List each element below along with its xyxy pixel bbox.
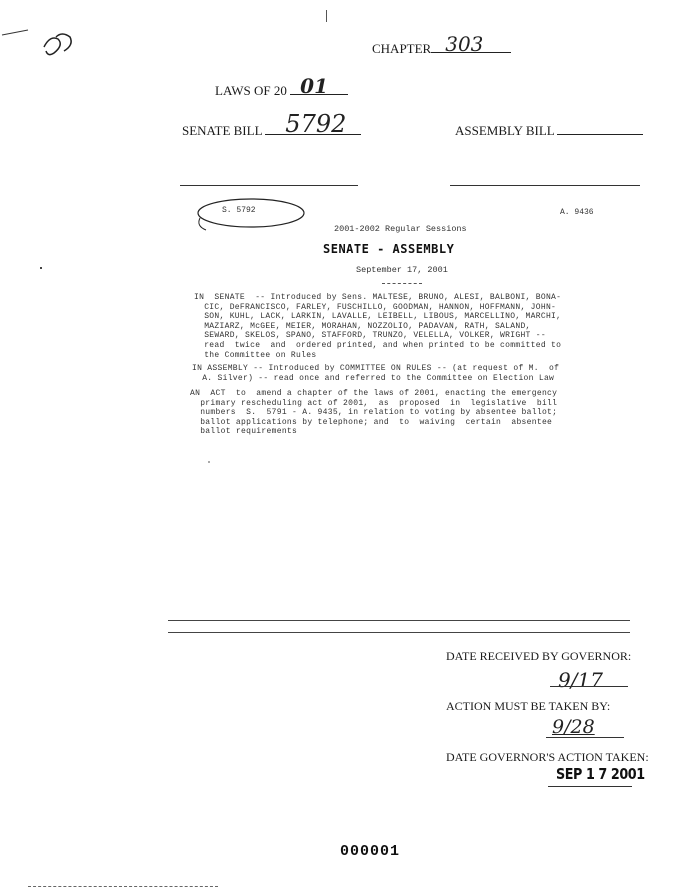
senate-intro-line: MAZIARZ, McGEE, MEIER, MORAHAN, NOZZOLIO, PADAVAN, RATH, SALAND, (194, 321, 531, 331)
senate-intro-line: SON, KUHL, LACK, LARKIN, LAVALLE, LEIBELL, LIBOUS, MARCELLINO, MARCHI, (194, 312, 562, 322)
bill-title: SENATE - ASSEMBLY (323, 242, 455, 256)
senate-intro-line: CIC, DeFRANCISCO, FARLEY, FUSCHILLO, GOODMAN, HANNON, HOFFMANN, JOHN- (194, 302, 557, 312)
senate-bill-label: SENATE BILL (182, 123, 263, 138)
senate-bill-ref: S. 5792 (222, 206, 256, 215)
handwritten-initials (0, 25, 80, 65)
chapter-line (372, 32, 511, 57)
action-taken-underline (548, 786, 632, 787)
act-text-line: primary rescheduling act of 2001, as proposed in legislative bill (190, 398, 558, 408)
action-by-underline (546, 737, 624, 738)
senate-intro-line: IN SENATE -- Introduced by Sens. MALTESE, BRUNO, ALESI, BALBONI, BONA- (194, 293, 562, 302)
assembly-bill-ref: A. 9436 (560, 208, 594, 217)
chapter-number: 303 (445, 32, 484, 56)
date-received-label: DATE RECEIVED BY GOVERNOR: (446, 649, 632, 663)
action-by-value: 9/28 (552, 716, 595, 738)
action-taken-stamp: SEP 1 7 2001 (556, 765, 645, 783)
senate-bill-number: 5792 (285, 110, 347, 138)
act-text-line: ballot applications by telephone; and to waiving certain absentee (190, 417, 553, 427)
date-received-value: 9/17 (558, 668, 603, 692)
session-text: 2001-2002 Regular Sessions (334, 224, 467, 234)
action-by-label: ACTION MUST BE TAKEN BY: (446, 699, 611, 713)
senate-intro-line: SEWARD, SKELOS, SPANO, STAFFORD, TRUNZO, VELELLA, VOLKER, WRIGHT -- (194, 331, 546, 341)
date-received-underline (550, 686, 628, 687)
assembly-intro-line: A. Silver) -- read once and referred to the Committee on Election Law (192, 373, 555, 383)
page-number: 000001 (340, 843, 401, 860)
laws-year: 01 (300, 74, 328, 98)
assembly-bill-label: ASSEMBLY BILL (455, 123, 555, 138)
assembly-intro-line: IN ASSEMBLY -- Introduced by COMMITTEE ON RULES -- (at request of M. of (192, 364, 560, 373)
assembly-bill-number (557, 120, 643, 135)
assembly-bill-line (455, 120, 643, 139)
senate-intro-line: read twice and ordered printed, and when printed to be committed to (194, 341, 562, 350)
divider-right-top (450, 185, 640, 186)
action-taken-label: DATE GOVERNOR'S ACTION TAKEN: (446, 750, 649, 764)
divider-left-top (180, 185, 358, 186)
act-text-line: AN ACT to amend a chapter of the laws of 2001, enacting the emergency (190, 389, 558, 398)
act-text-line: ballot requirements (190, 427, 298, 437)
senate-intro-line: the Committee on Rules (194, 350, 317, 360)
scan-speck (40, 267, 42, 269)
chapter-label: CHAPTER (372, 41, 432, 56)
act-text-line: numbers S. 5791 - A. 9435, in relation to voting by absentee ballot; (190, 408, 558, 418)
senate-bill-line (182, 110, 361, 139)
bottom-edge-line (28, 886, 218, 887)
bottom-rule-1 (168, 620, 630, 621)
date-rule (382, 283, 422, 284)
scan-speck (208, 461, 210, 463)
laws-label: LAWS OF 20 (215, 83, 287, 98)
top-tick-mark (326, 10, 327, 22)
bottom-rule-2 (168, 632, 630, 633)
bill-date: September 17, 2001 (356, 265, 448, 275)
laws-line (215, 74, 348, 99)
